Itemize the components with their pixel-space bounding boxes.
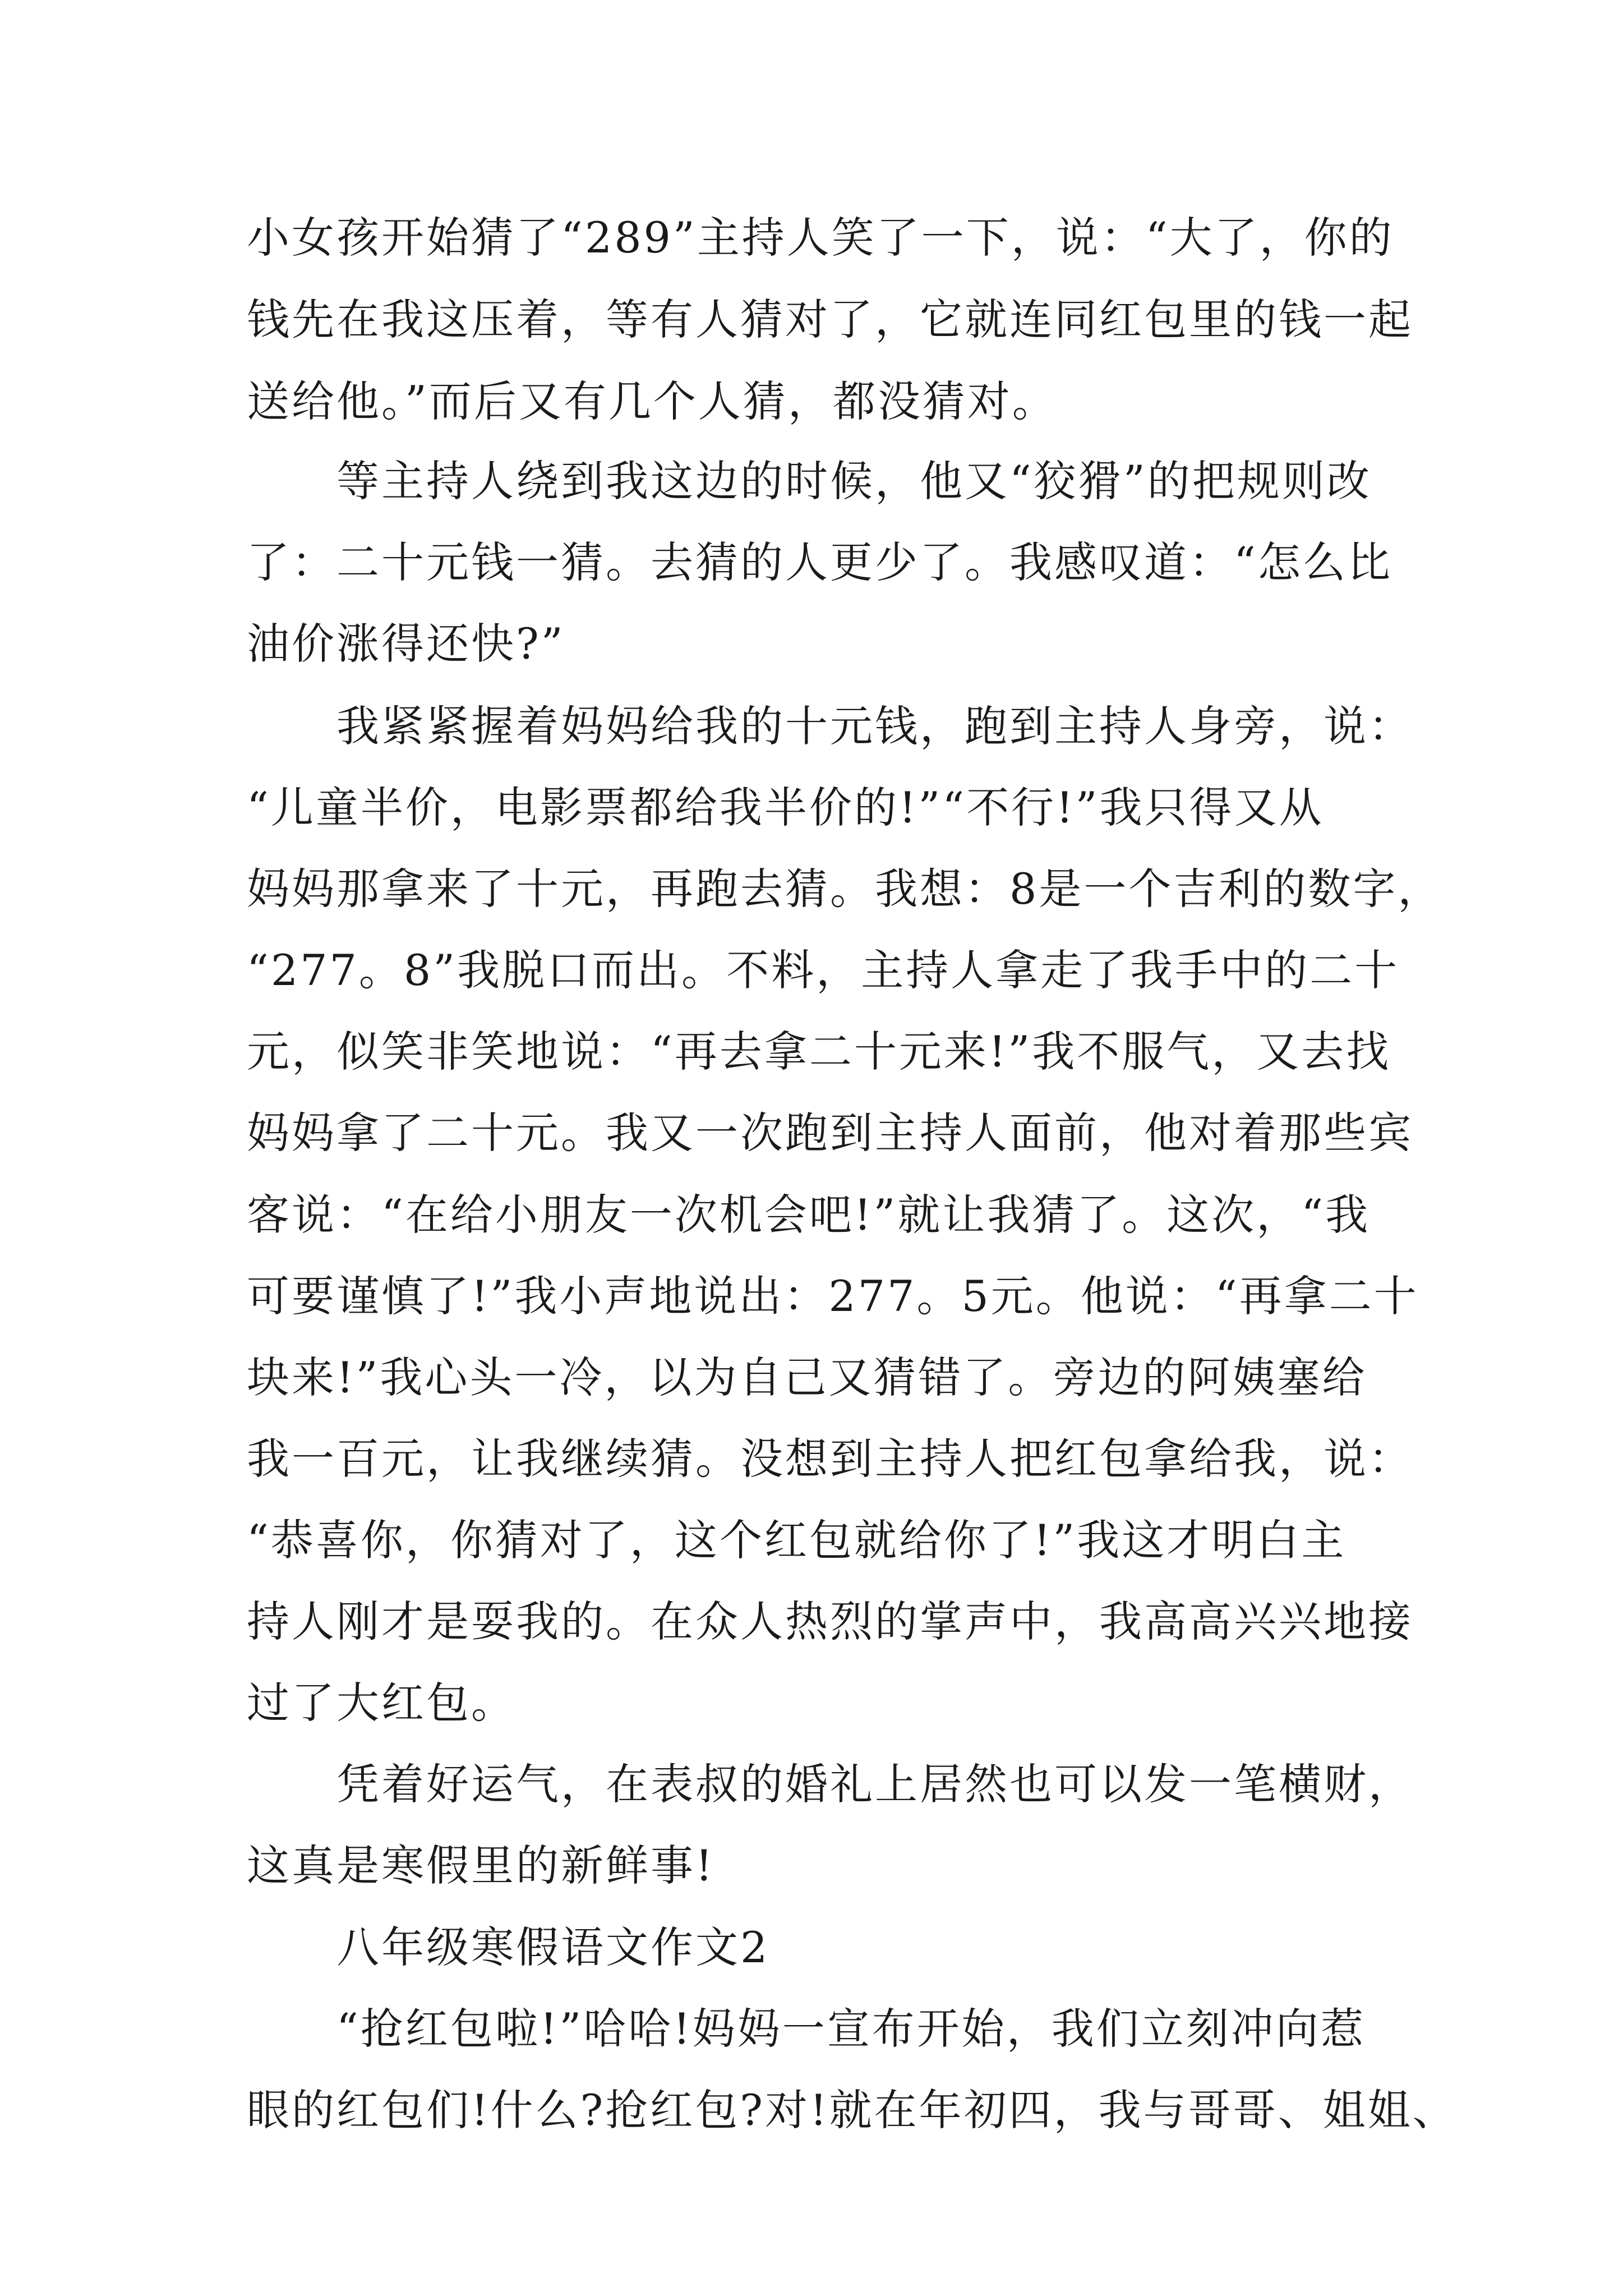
text-line: 这真是寒假里的新鲜事! — [247, 1841, 715, 1890]
text-line: 可要谨慎了!”我小声地说出：277。5元。他说：“再拿二十 — [247, 1271, 1419, 1321]
text-line: 元，似笑非笑地说：“再去拿二十元来!”我不服气，又去找 — [247, 1027, 1391, 1076]
text-line: 送给他。”而后又有几个人猜，都没猜对。 — [247, 376, 1057, 426]
text-line: “儿童半价，电影票都给我半价的!”“不行!”我只得又从 — [247, 783, 1324, 832]
text-line: 妈妈那拿来了十元，再跑去猜。我想：8是一个吉利的数字， — [247, 864, 1443, 914]
text-line: 妈妈拿了二十元。我又一次跑到主持人面前，他对着那些宾 — [247, 1108, 1413, 1158]
text-line: 钱先在我这压着，等有人猜对了，它就连同红包里的钱一起 — [247, 295, 1413, 344]
text-line: 凭着好运气，在表叔的婚礼上居然也可以发一笔横财， — [336, 1759, 1413, 1809]
section-heading: 八年级寒假语文作文2 — [336, 1922, 770, 1972]
text-line: 我紧紧握着妈妈给我的十元钱，跑到主持人身旁，说： — [336, 701, 1413, 751]
text-line: 小女孩开始猜了“289”主持人笑了一下，说：“大了，你的 — [247, 213, 1394, 263]
text-line: 持人刚才是耍我的。在众人热烈的掌声中，我高高兴兴地接 — [247, 1596, 1413, 1646]
text-line: 眼的红包们!什么?抢红包?对!就在年初四，我与哥哥、姐姐、 — [247, 2085, 1458, 2135]
text-line: 油价涨得还快?” — [247, 619, 565, 669]
text-line: “恭喜你，你猜对了，这个红包就给你了!”我这才明白主 — [247, 1515, 1347, 1565]
text-line: “277。8”我脱口而出。不料，主持人拿走了我手中的二十 — [247, 945, 1400, 995]
text-line: 我一百元，让我继续猜。没想到主持人把红包拿给我，说： — [247, 1434, 1413, 1484]
text-line: 客说：“在给小朋友一次机会吧!”就让我猜了。这次，“我 — [247, 1190, 1371, 1240]
text-line: 等主持人绕到我这边的时候，他又“狡猾”的把规则改 — [336, 456, 1372, 506]
text-line: 过了大红包。 — [247, 1678, 516, 1728]
text-line: “抢红包啦!”哈哈!妈妈一宣布开始，我们立刻冲向惹 — [336, 2004, 1366, 2054]
text-line: 了：二十元钱一猜。去猜的人更少了。我感叹道：“怎么比 — [247, 537, 1393, 587]
text-line: 块来!”我心头一冷，以为自己又猜错了。旁边的阿姨塞给 — [247, 1352, 1367, 1402]
